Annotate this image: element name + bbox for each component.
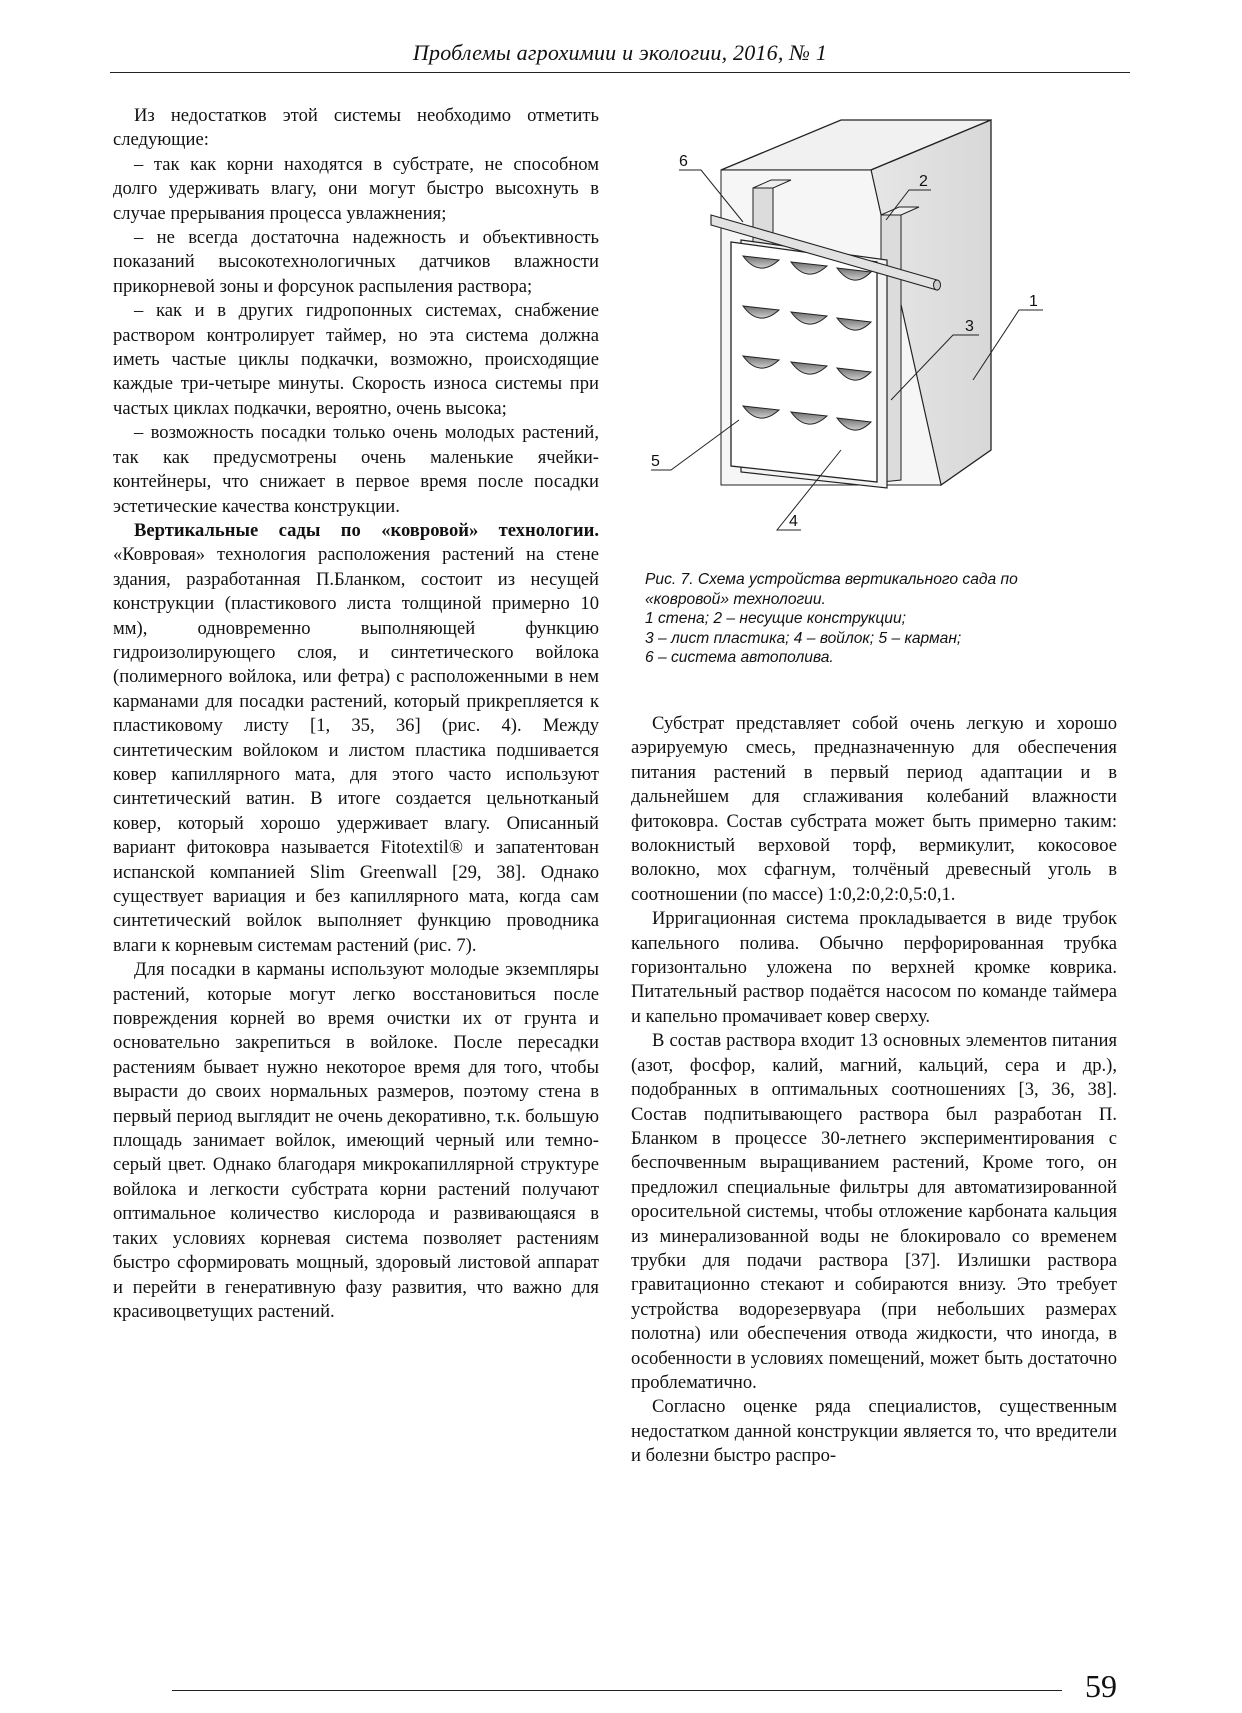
paragraph: В состав раствора входит 13 основных элементов питания (азот, фосфор, калий, магний, кальций, сера и др.), подобранных в оптимальных соотношениях [3, 36, 38]. Состав подпитывающего раствора был разработан П. Бланком в процессе 30-летнего экспериментирования с беспочвенным выращиванием растений, Кроме того, он предложил специальные фильтры для автоматизированной оросительной системы, чтобы отложение карбоната кальция из минерализованной воды не блокировало со временем трубки для подачи раствора [37]. Излишки раствора гравитационно стекают и собираются внизу. Это требует устройства водорезервуара (при небольших размерах полотна) или обеспечения отвода жидкости, что иногда, в особенности в условиях помещений, может быть достаточно проблематично.: [631, 1030, 1117, 1393]
header-rule: [110, 72, 1130, 73]
running-header: Проблемы агрохимии и экологии, 2016, № 1: [412, 40, 828, 65]
caption-line: 3 – лист пластика; 4 – войлок; 5 – карман;: [645, 629, 962, 647]
vertical-garden-diagram: [651, 110, 1071, 550]
paragraph: – не всегда достаточна надежность и объективность показаний высокотехнологичных датчиков влажности прикорневой зоны и форсунок распыления раствора;: [113, 227, 599, 297]
caption-line: «ковровой» технологии.: [645, 590, 826, 608]
paragraph: Согласно оценке ряда специалистов, существенным недостатком данной конструкции является то, что вредители и болезни быстро распро-: [631, 1396, 1117, 1467]
label-3: 3: [965, 318, 974, 335]
label-6: 6: [679, 153, 688, 170]
paragraph: – как и в других гидропонных системах, снабжение раствором контролирует таймер, но эта система должна иметь частые циклы подкачки, возможно, происходящие каждые три-четыре минуты. Скорость износа системы при частых циклах подкачки, вероятно, очень высока;: [113, 300, 599, 419]
page-number: 59: [1085, 1668, 1117, 1704]
right-column: [631, 712, 1117, 1469]
paragraph: Субстрат представляет собой очень легкую и хорошо аэрируемую смесь, предназначенную для обеспечения питания растений в первый период адаптации и в дальнейшем для сглаживания колебаний влажности фитоковра. Состав субстрата может быть примерно таким: волокнистый верховой торф, вермикулит, кокосовое волокно, мох сфагнум, толчёный древесный уголь в соотношении (по массе) 1:0,2:0,2:0,5:0,1.: [631, 713, 1117, 905]
paragraph: Из недостатков этой системы необходимо отметить следующие:: [113, 105, 599, 151]
left-column: [113, 104, 599, 1324]
caption-line: Рис. 7. Схема устройства вертикального сада по: [645, 571, 1018, 588]
label-1: 1: [1029, 293, 1038, 310]
pipe-end: [934, 280, 941, 290]
label-4: 4: [789, 513, 798, 530]
section-heading: Вертикальные сады по «ковровой» технологии.: [134, 519, 599, 541]
footer-rule: [172, 1690, 1062, 1691]
label-5: 5: [651, 453, 660, 470]
label-2: 2: [919, 173, 928, 190]
section-paragraph: [113, 519, 599, 958]
section-body: «Ковровая» технология расположения растений на стене здания, разработанная П.Бланком, состоит из несущей конструкции (пластикового листа толщиной примерно 10 мм), одновременно выполняющей функцию гидроизолирующего слоя, и синтетического войлока (полимерного войлока, или фетра) с расположенными в нем карманами для посадки растений, который прикрепляется к пластиковому листу [1, 35, 36] (рис. 4). Между синтетическим войлоком и листом пластика подшивается ковер капиллярного мата, для этого часто используют синтетический ватин. В итоге создается цельнотканый ковер, который хорошо удерживает влагу. Описанный вариант фитоковра называется Fitotextil® и запатентован испанской компанией Slim Greenwall [29, 38]. Однако существует вариация и без капиллярного мата, когда сам синтетический войлок выполняет функцию проводника влаги к корневым системам растений (рис. 7).: [113, 544, 599, 956]
paragraph: Для посадки в карманы используют молодые экземпляры растений, которые могут легко восстановиться после повреждения корней во время очистки их от грунта и основательно закрепиться в войлоке. После пересадки растениям бывает нужно некоторое время для того, чтобы вырасти до своих нормальных размеров, поэтому стена в первый период выглядит не очень декоративно, т.к. большую площадь занимает войлок, имеющий черный или темно-серый цвет. Однако благодаря микрокапиллярной структуре войлока и легкости субстрата корни растений получают оптимальное количество кислорода и развивающаяся в таких условиях корневая система позволяет растениям быстро сформировать мощный, здоровый листовой аппарат и перейти в генеративную фазу развития, что важно для красивоцветущих растений.: [113, 959, 599, 1322]
figure-7: [631, 110, 1117, 550]
figure-caption: [645, 570, 1115, 668]
paragraph: Ирригационная система прокладывается в виде трубок капельного полива. Обычно перфорированная трубка горизонтально уложена по верхней кромке коврика. Питательный раствор подаётся насосом по команде таймера и капельно промачивает ковер сверху.: [631, 908, 1117, 1027]
caption-line: 1 стена; 2 – несущие конструкции;: [645, 610, 906, 627]
paragraph: – так как корни находятся в субстрате, не способном долго удерживать влагу, они могут быстро высохнуть в случае прерывания процесса увлажнения;: [113, 153, 599, 224]
paragraph: – возможность посадки только очень молодых растений, так как предусмотрены очень маленькие ячейки-контейнеры, что снижает в первое время после посадки эстетические качества конструкции.: [113, 422, 599, 517]
caption-line: 6 – система автополива.: [645, 649, 834, 666]
